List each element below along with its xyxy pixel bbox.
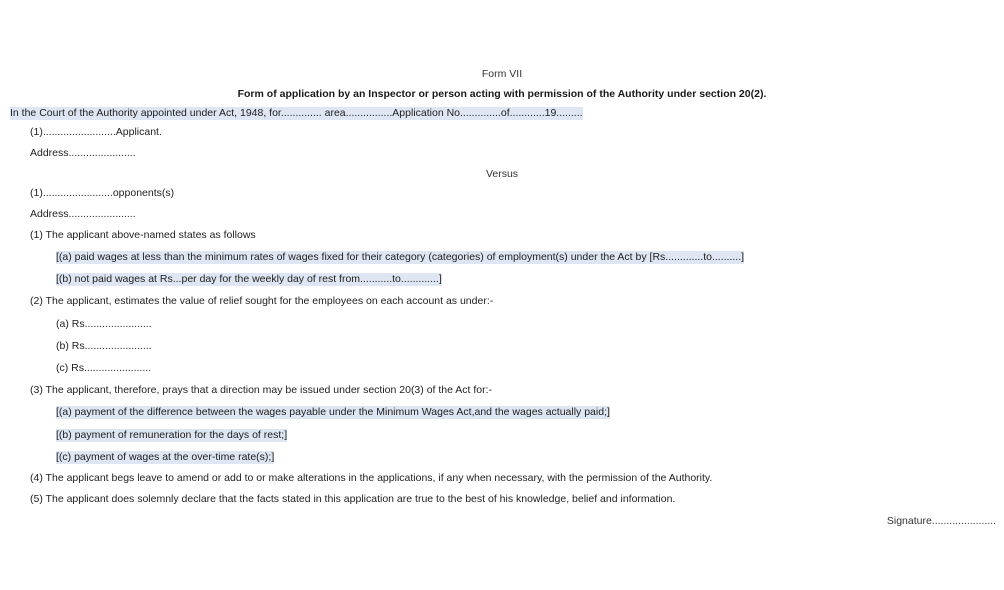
opponent-line: (1)........................opponents(s) [30, 187, 175, 199]
paragraph-2-a: (a) Rs....................... [56, 318, 152, 330]
paragraph-2-b: (b) Rs....................... [56, 340, 152, 352]
court-line: In the Court of the Authority appointed under Act, 1948, for.............. area................Application No..............of............19......... [10, 107, 583, 119]
opponent-address: Address....................... [30, 208, 136, 220]
paragraph-3-a: [(a) payment of the difference between the wages payable under the Minimum Wages Act,and the wages actually paid;] [56, 406, 610, 418]
paragraph-4: (4) The applicant begs leave to amend or add to or make alterations in the applications, if any when necessary, with the permission of the Authority. [30, 472, 713, 484]
form-number: Form VII [481, 68, 523, 80]
versus-heading: Versus [485, 168, 519, 180]
paragraph-1-a: [(a) paid wages at less than the minimum rates of wages fixed for their category (categories) of employment(s) under the Act by [Rs.............to..........] [56, 251, 745, 263]
paragraph-3: (3) The applicant, therefore, prays that a direction may be issued under section 20(3) of the Act for:- [30, 384, 493, 396]
form-title: Form of application by an Inspector or person acting with permission of the Authority under section 20(2). [237, 88, 767, 100]
paragraph-3-b: [(b) payment of remuneration for the days of rest;] [56, 429, 288, 441]
paragraph-2-c: (c) Rs....................... [56, 362, 152, 374]
signature-line: Signature...................... [886, 515, 996, 527]
paragraph-5: (5) The applicant does solemnly declare that the facts stated in this application are true to the best of his knowledge, belief and information. [30, 493, 676, 505]
applicant-line: (1).........................Applicant. [30, 126, 162, 138]
applicant-address: Address....................... [30, 147, 136, 159]
paragraph-2: (2) The applicant, estimates the value of relief sought for the employees on each account as under:- [30, 295, 494, 307]
paragraph-1: (1) The applicant above-named states as follows [30, 229, 256, 241]
paragraph-1-b: [(b) not paid wages at Rs...per day for the weekly day of rest from...........to.............] [56, 273, 442, 285]
paragraph-3-c: [(c) payment of wages at the over-time rate(s);] [56, 451, 275, 463]
